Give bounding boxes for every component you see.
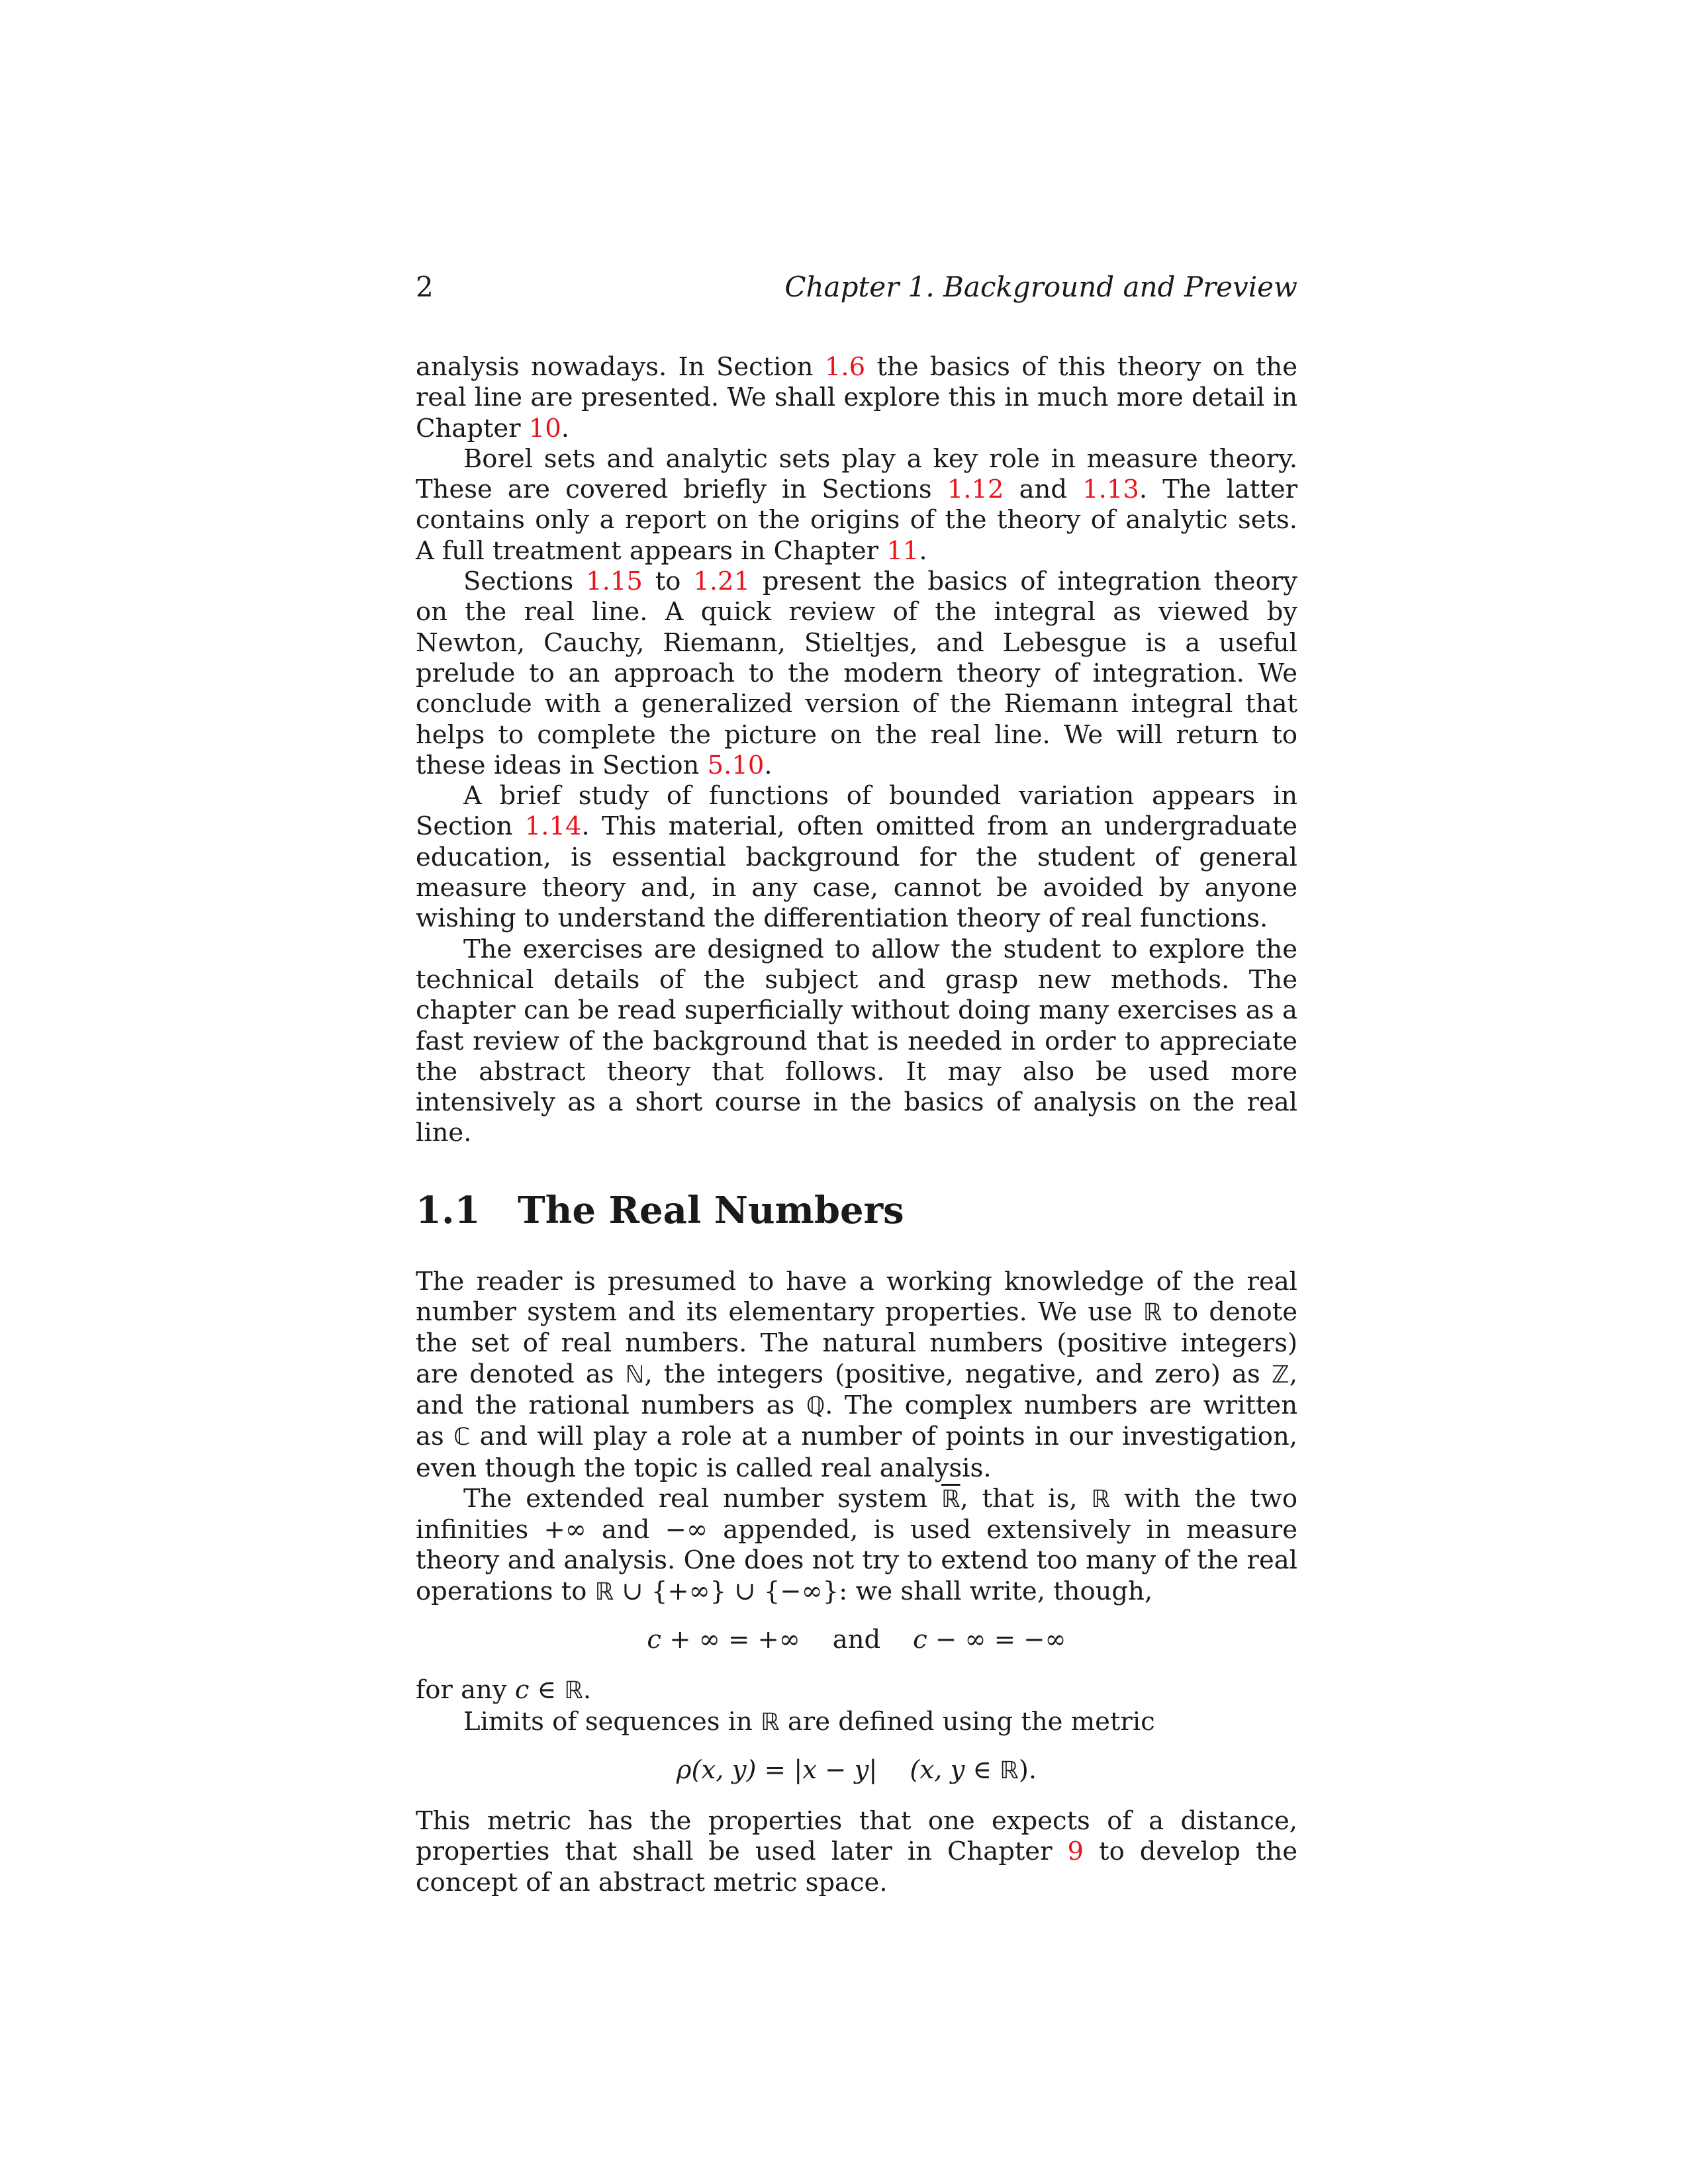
extended-reals-symbol: ℝ — [941, 1485, 961, 1513]
paragraph-intro-5: The exercises are designed to allow the student to explore the technical details of the subject and grasp new methods. The chapter can be read superficially without doing many exercises as a fast review of the background that is needed in order to appreciate the abstract theory that follows. It may also be used more intensively as a short course in the basics of analysis on the real line. — [416, 934, 1297, 1148]
display-equation-metric: ρ(x, y) = |x − y| (x, y ∈ ℝ). — [676, 1754, 1037, 1785]
paragraph-section-4: Limits of sequences in ℝ are defined using the metric — [463, 1706, 1155, 1737]
paragraph-intro-4: A brief study of functions of bounded variation appears in Section 1.14. This material, often omitted from an undergraduate education, is essential background for the student of general measure theory and, in any case, cannot be avoided by anyone wishing to understand the differentiation theory of real functions. — [416, 781, 1298, 934]
rationals-symbol: ℚ — [806, 1392, 825, 1420]
section-heading — [416, 1187, 1297, 1234]
paragraph-intro-2: Borel sets and analytic sets play a key role in measure theory. These are covered briefly in Sections 1.12 and 1.13. The latter contains only a report on the origins of the theory of analytic sets. A full treatment appears in Chapter 11. — [416, 443, 1298, 566]
section-link[interactable]: 1.6 — [824, 352, 866, 382]
section-link[interactable]: 1.21 — [693, 567, 751, 597]
chapter-link[interactable]: 9 — [1067, 1837, 1084, 1867]
page-number: 2 — [416, 271, 434, 303]
section-title: The Real Numbers — [518, 1188, 904, 1232]
paragraph-section-2: The extended real number system ℝ, that is, ℝ with the two infinities +∞ and −∞ appended, is used extensively in measure theory and analysis. One does not try to extend too many of the real operations to ℝ ∪ {+∞} ∪ {−∞}: we shall write, though, — [416, 1483, 1297, 1606]
paragraph-section-1: The reader is presumed to have a working knowledge of the real number system and its elementary properties. We use ℝ to denote the set of real numbers. The natural numbers (positive integers) are denoted as ℕ, the integers (positive, negative, and zero) as ℤ, and the rational numbers as ℚ. The complex numbers are written as ℂ and will play a role at a number of points in our investigation, even though the topic is called real analysis. — [416, 1266, 1297, 1483]
paragraph-section-3: for any c ∈ ℝ. — [416, 1675, 592, 1706]
running-header — [416, 267, 1297, 307]
display-equation-infinity: c + ∞ = +∞ and c − ∞ = −∞ — [647, 1624, 1066, 1655]
integers-symbol: ℤ — [1271, 1361, 1289, 1388]
running-title: Chapter 1. Background and Preview — [784, 271, 1297, 303]
section-link[interactable]: 1.14 — [524, 811, 582, 842]
reals-symbol: ℝ — [1143, 1299, 1162, 1327]
section-number: 1.1 — [416, 1188, 481, 1232]
complex-symbol: ℂ — [453, 1424, 471, 1451]
reals-symbol: ℝ — [594, 1578, 614, 1606]
paragraph-intro-1: analysis nowadays. In Section 1.6 the basics of this theory on the real line are presented. We shall explore this in much more detail in Chapter 10. — [416, 352, 1297, 443]
section-link[interactable]: 5.10 — [707, 750, 765, 780]
naturals-symbol: ℕ — [625, 1361, 645, 1388]
reals-symbol: ℝ — [1000, 1756, 1019, 1784]
paragraph-section-5: This metric has the properties that one expects of a distance, properties that shall be used later in Chapter 9 to develop the concept of an abstract metric space. — [416, 1806, 1297, 1897]
section-link[interactable]: 1.15 — [586, 567, 643, 597]
page-body — [416, 352, 1297, 1898]
chapter-link[interactable]: 11 — [886, 535, 919, 566]
reals-symbol: ℝ — [564, 1677, 583, 1705]
paragraph-intro-3: Sections 1.15 to 1.21 present the basics of integration theory on the real line. A quick review of the integral as viewed by Newton, Cauchy, Riemann, Stieltjes, and Lebesgue is a useful prelude to an approach to the modern theory of integration. We conclude with a generalized version of the Riemann integral that helps to complete the picture on the real line. We will return to these ideas in Section 5.10. — [416, 567, 1297, 780]
section-link[interactable]: 1.12 — [947, 475, 1004, 505]
reals-symbol: ℝ — [1091, 1485, 1111, 1513]
section-link[interactable]: 1.13 — [1082, 475, 1139, 505]
reals-symbol: ℝ — [761, 1708, 780, 1736]
chapter-link[interactable]: 10 — [528, 413, 561, 443]
